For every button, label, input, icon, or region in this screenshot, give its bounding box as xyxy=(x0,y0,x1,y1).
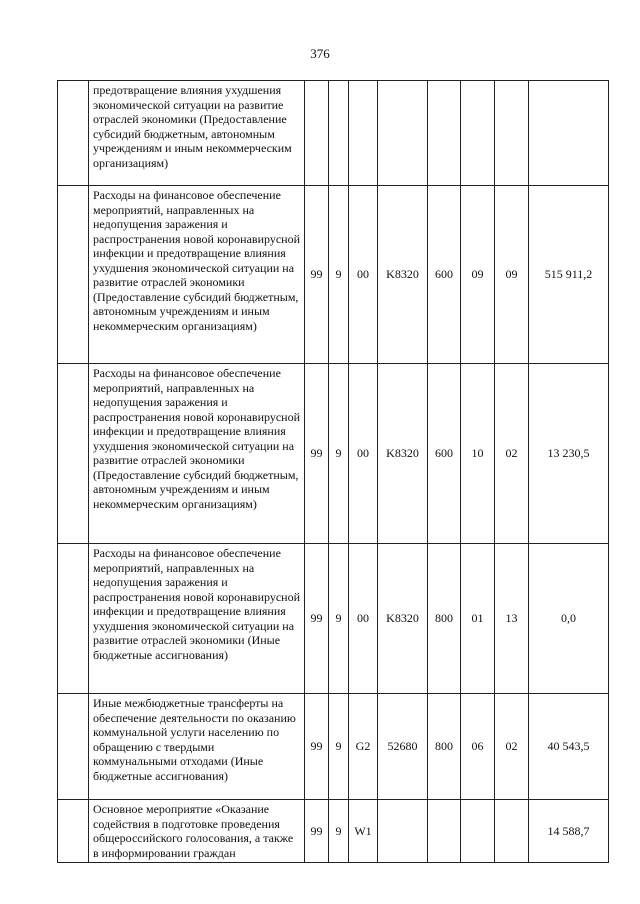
row-description: Расходы на финансовое обеспечение мероприятий, направленных на недопущения заражения и распространения новой коронавирусной инфекции и предотвращение влияния ухудшения экономической ситуации на развитие отраслей экономики (Предоставление субсидий бюджетным, автономным учреждениям и иным некоммерческим организациям) xyxy=(89,186,305,364)
table-row xyxy=(58,800,609,863)
row-program-code: 99 xyxy=(305,694,329,800)
row-description: Основное мероприятие «Оказание содействия в подготовке проведения общероссийского голосования, а также в информировании граждан xyxy=(89,800,305,863)
row-subsection xyxy=(495,81,529,186)
row-program-code: 99 xyxy=(305,800,329,863)
row-description: Иные межбюджетные трансферты на обеспечение деятельности по оказанию коммунальной услуги населению по обращению с твердыми коммунальными отходами (Иные бюджетные ассигнования) xyxy=(89,694,305,800)
row-event-code xyxy=(349,81,378,186)
row-event-code: G2 xyxy=(349,694,378,800)
row-subprogram-code: 9 xyxy=(329,800,349,863)
table-row xyxy=(58,694,609,800)
row-amount: 515 911,2 xyxy=(529,186,609,364)
row-subsection xyxy=(495,800,529,863)
row-section: 06 xyxy=(461,694,495,800)
row-subsection: 09 xyxy=(495,186,529,364)
table-row xyxy=(58,186,609,364)
row-blank-cell xyxy=(58,186,89,364)
row-program-code: 99 xyxy=(305,544,329,694)
row-direction-code xyxy=(378,800,428,863)
row-event-code: 00 xyxy=(349,364,378,544)
row-description: Расходы на финансовое обеспечение мероприятий, направленных на недопущения заражения и распространения новой коронавирусной инфекции и предотвращение влияния ухудшения экономической ситуации на развитие отраслей экономики (Иные бюджетные ассигнования) xyxy=(89,544,305,694)
row-expense-type: 800 xyxy=(428,544,461,694)
budget-table xyxy=(57,80,609,863)
table-row xyxy=(58,81,609,186)
row-blank-cell xyxy=(58,800,89,863)
row-expense-type xyxy=(428,800,461,863)
row-blank-cell xyxy=(58,81,89,186)
row-section: 10 xyxy=(461,364,495,544)
row-direction-code: K8320 xyxy=(378,544,428,694)
row-subprogram-code xyxy=(329,81,349,186)
row-description: предотвращение влияния ухудшения экономической ситуации на развитие отраслей экономики (Предоставление субсидий бюджетным, автономным учреждениям и иным некоммерческим организациям) xyxy=(89,81,305,186)
row-expense-type: 800 xyxy=(428,694,461,800)
row-description: Расходы на финансовое обеспечение мероприятий, направленных на недопущения заражения и распространения новой коронавирусной инфекции и предотвращение влияния ухудшения экономической ситуации на развитие отраслей экономики (Предоставление субсидий бюджетным, автономным учреждениям и иным некоммерческим организациям) xyxy=(89,364,305,544)
row-direction-code: K8320 xyxy=(378,186,428,364)
row-amount: 0,0 xyxy=(529,544,609,694)
row-section: 09 xyxy=(461,186,495,364)
row-subprogram-code: 9 xyxy=(329,694,349,800)
row-direction-code: 52680 xyxy=(378,694,428,800)
row-program-code: 99 xyxy=(305,364,329,544)
row-subprogram-code: 9 xyxy=(329,364,349,544)
row-program-code xyxy=(305,81,329,186)
row-amount xyxy=(529,81,609,186)
row-subprogram-code: 9 xyxy=(329,186,349,364)
row-section xyxy=(461,800,495,863)
row-expense-type: 600 xyxy=(428,186,461,364)
row-expense-type: 600 xyxy=(428,364,461,544)
row-amount: 40 543,5 xyxy=(529,694,609,800)
row-amount: 13 230,5 xyxy=(529,364,609,544)
row-expense-type xyxy=(428,81,461,186)
page-number: 376 xyxy=(310,46,330,61)
row-blank-cell xyxy=(58,544,89,694)
row-event-code: 00 xyxy=(349,544,378,694)
row-section xyxy=(461,81,495,186)
row-subsection: 02 xyxy=(495,364,529,544)
row-amount: 14 588,7 xyxy=(529,800,609,863)
row-event-code: 00 xyxy=(349,186,378,364)
row-program-code: 99 xyxy=(305,186,329,364)
table-row xyxy=(58,544,609,694)
row-event-code: W1 xyxy=(349,800,378,863)
row-direction-code xyxy=(378,81,428,186)
row-subprogram-code: 9 xyxy=(329,544,349,694)
row-subsection: 02 xyxy=(495,694,529,800)
row-blank-cell xyxy=(58,364,89,544)
row-section: 01 xyxy=(461,544,495,694)
row-subsection: 13 xyxy=(495,544,529,694)
table-row xyxy=(58,364,609,544)
row-blank-cell xyxy=(58,694,89,800)
row-direction-code: K8320 xyxy=(378,364,428,544)
